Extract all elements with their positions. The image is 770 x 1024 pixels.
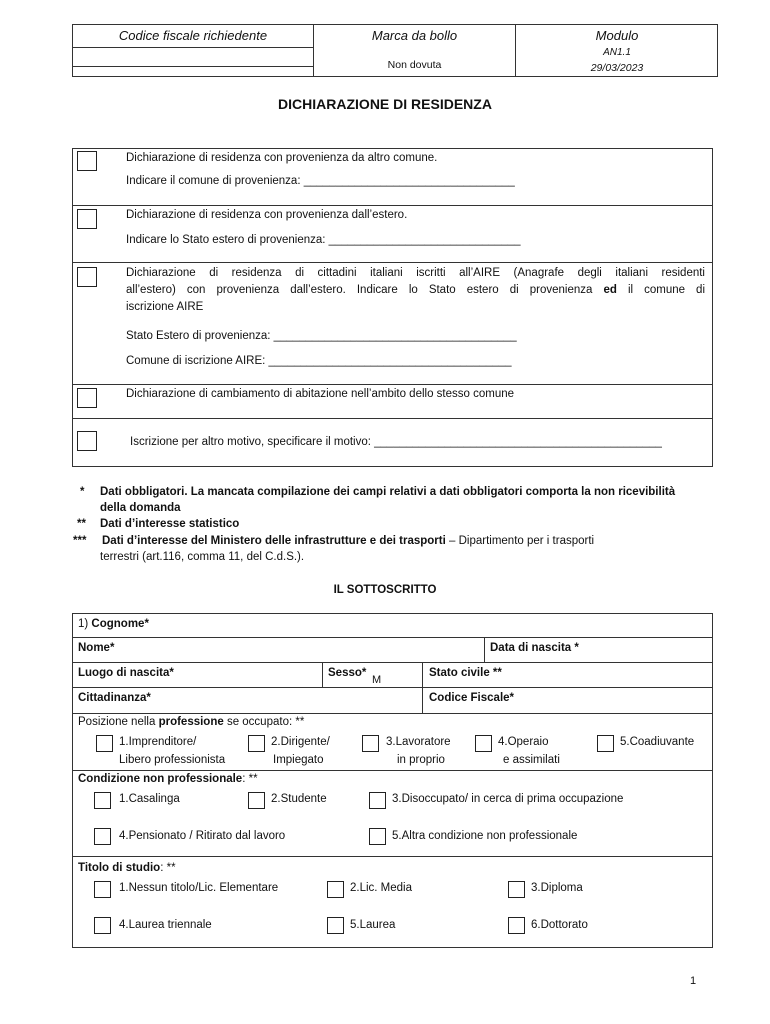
section-title: IL SOTTOSCRITTO	[333, 584, 437, 596]
prof-dirigente-checkbox[interactable]	[248, 735, 265, 752]
option-aire-comune-field[interactable]: Comune di iscrizione AIRE: ______________________________________	[126, 355, 512, 367]
codice-fiscale-form-label[interactable]: Codice Fiscale*	[429, 692, 515, 704]
modulo-label: Modulo	[595, 28, 639, 43]
titolo-laurea-checkbox[interactable]	[327, 917, 344, 934]
option-aire-text: Dichiarazione di residenza di cittadini italiani iscritti all’AIRE (Anagrafe degli italiani residenti all’estero) con provenienza dall’estero. Indicare lo Stato estero di provenienza ed il comune di iscrizione AIRE	[126, 267, 706, 313]
cond-disoccupato-label: 3.Disoccupato/ in cerca di prima occupazione	[392, 793, 624, 805]
prof-operaio-label: 4.Operaio	[498, 736, 549, 748]
prof-imprenditore-label: 1.Imprenditore/	[119, 736, 197, 748]
prof-coadiuvante-label: 5.Coadiuvante	[620, 736, 695, 748]
titolo-nessuno-checkbox[interactable]	[94, 881, 111, 898]
modulo-date: 29/03/2023	[590, 62, 644, 74]
cittadinanza-label[interactable]: Cittadinanza*	[78, 692, 151, 704]
cond-casalinga-checkbox[interactable]	[94, 792, 111, 809]
cond-altra-label: 5.Altra condizione non professionale	[392, 830, 578, 842]
cond-altra-checkbox[interactable]	[369, 828, 386, 845]
note-3-text-cont: terrestri (art.116, comma 11, del C.d.S.).	[100, 551, 305, 563]
titolo-laurea-triennale-checkbox[interactable]	[94, 917, 111, 934]
luogo-nascita-label[interactable]: Luogo di nascita*	[78, 667, 174, 679]
stato-civile-label[interactable]: Stato civile **	[429, 667, 502, 679]
page-number: 1	[690, 975, 697, 987]
sesso-label[interactable]: Sesso*	[328, 667, 367, 679]
cognome-label[interactable]: 1) Cognome*	[78, 618, 149, 630]
titolo-dottorato-label: 6.Dottorato	[531, 919, 588, 931]
modulo-code: AN1.1	[603, 47, 631, 58]
option-altro-comune-checkbox[interactable]	[77, 151, 97, 171]
titolo-studio-label: Titolo di studio: **	[78, 862, 176, 874]
cond-casalinga-label: 1.Casalinga	[119, 793, 180, 805]
note-3-mark: ***	[73, 535, 87, 547]
option-aire-checkbox[interactable]	[77, 267, 97, 287]
prof-imprenditore-label-2: Libero professionista	[119, 754, 226, 766]
titolo-dottorato-checkbox[interactable]	[508, 917, 525, 934]
marca-label: Marca da bollo	[371, 28, 458, 43]
note-1-text: Dati obbligatori. La mancata compilazione dei campi relativi a dati obbligatori comporta la non ricevibilità	[100, 486, 676, 498]
sesso-value: M	[372, 674, 382, 686]
codice-fiscale-label: Codice fiscale richiedente	[118, 28, 268, 43]
data-nascita-label[interactable]: Data di nascita *	[490, 642, 579, 654]
condizione-label: Condizione non professionale: **	[78, 773, 258, 785]
option-estero-text: Dichiarazione di residenza con provenienza dall’estero.	[126, 209, 408, 221]
note-3-text: Dati d’interesse del Ministero delle infrastrutture e dei trasporti – Dipartimento per i trasporti	[102, 535, 595, 547]
option-cambio-abitazione-checkbox[interactable]	[77, 388, 97, 408]
option-altro-motivo-checkbox[interactable]	[77, 431, 97, 451]
prof-lavoratore-label: 3.Lavoratore	[386, 736, 451, 748]
titolo-media-label: 2.Lic. Media	[350, 882, 413, 894]
prof-coadiuvante-checkbox[interactable]	[597, 735, 614, 752]
prof-dirigente-label-2: Impiegato	[273, 754, 324, 766]
option-altro-comune-field[interactable]: Indicare il comune di provenienza: _________________________________	[126, 175, 515, 187]
titolo-nessuno-label: 1.Nessun titolo/Lic. Elementare	[119, 882, 279, 894]
titolo-laurea-label: 5.Laurea	[350, 919, 396, 931]
prof-operaio-label-2: e assimilati	[503, 754, 560, 766]
prof-imprenditore-checkbox[interactable]	[96, 735, 113, 752]
titolo-laurea-triennale-label: 4.Laurea triennale	[119, 919, 212, 931]
prof-lavoratore-label-2: in proprio	[397, 754, 445, 766]
titolo-diploma-checkbox[interactable]	[508, 881, 525, 898]
titolo-media-checkbox[interactable]	[327, 881, 344, 898]
codice-fiscale-field[interactable]	[73, 48, 313, 66]
cond-pensionato-checkbox[interactable]	[94, 828, 111, 845]
prof-dirigente-label: 2.Dirigente/	[271, 736, 330, 748]
option-estero-field[interactable]: Indicare lo Stato estero di provenienza: ______________________________	[126, 234, 521, 246]
note-2-mark: **	[77, 518, 86, 530]
cond-studente-checkbox[interactable]	[248, 792, 265, 809]
note-1-mark: *	[80, 486, 85, 498]
prof-lavoratore-checkbox[interactable]	[362, 735, 379, 752]
titolo-diploma-label: 3.Diploma	[531, 882, 583, 894]
option-altro-motivo-field[interactable]: Iscrizione per altro motivo, specificare il motivo: _____________________________________________	[130, 436, 662, 448]
note-2-text: Dati d’interesse statistico	[100, 518, 240, 530]
nome-label[interactable]: Nome*	[78, 642, 115, 654]
option-altro-comune-text: Dichiarazione di residenza con provenienza da altro comune.	[126, 152, 438, 164]
page-title: DICHIARAZIONE DI RESIDENZA	[278, 96, 492, 112]
cond-pensionato-label: 4.Pensionato / Ritirato dal lavoro	[119, 830, 286, 842]
marca-value: Non dovuta	[387, 59, 442, 71]
option-estero-checkbox[interactable]	[77, 209, 97, 229]
posizione-professione-label: Posizione nella professione se occupato: **	[78, 716, 305, 728]
note-1-text-cont: della domanda	[100, 502, 181, 514]
cond-disoccupato-checkbox[interactable]	[369, 792, 386, 809]
option-aire-stato-field[interactable]: Stato Estero di provenienza: ______________________________________	[126, 330, 517, 342]
prof-operaio-checkbox[interactable]	[475, 735, 492, 752]
cond-studente-label: 2.Studente	[271, 793, 327, 805]
option-cambio-abitazione-text: Dichiarazione di cambiamento di abitazione nell’ambito dello stesso comune	[126, 388, 515, 400]
